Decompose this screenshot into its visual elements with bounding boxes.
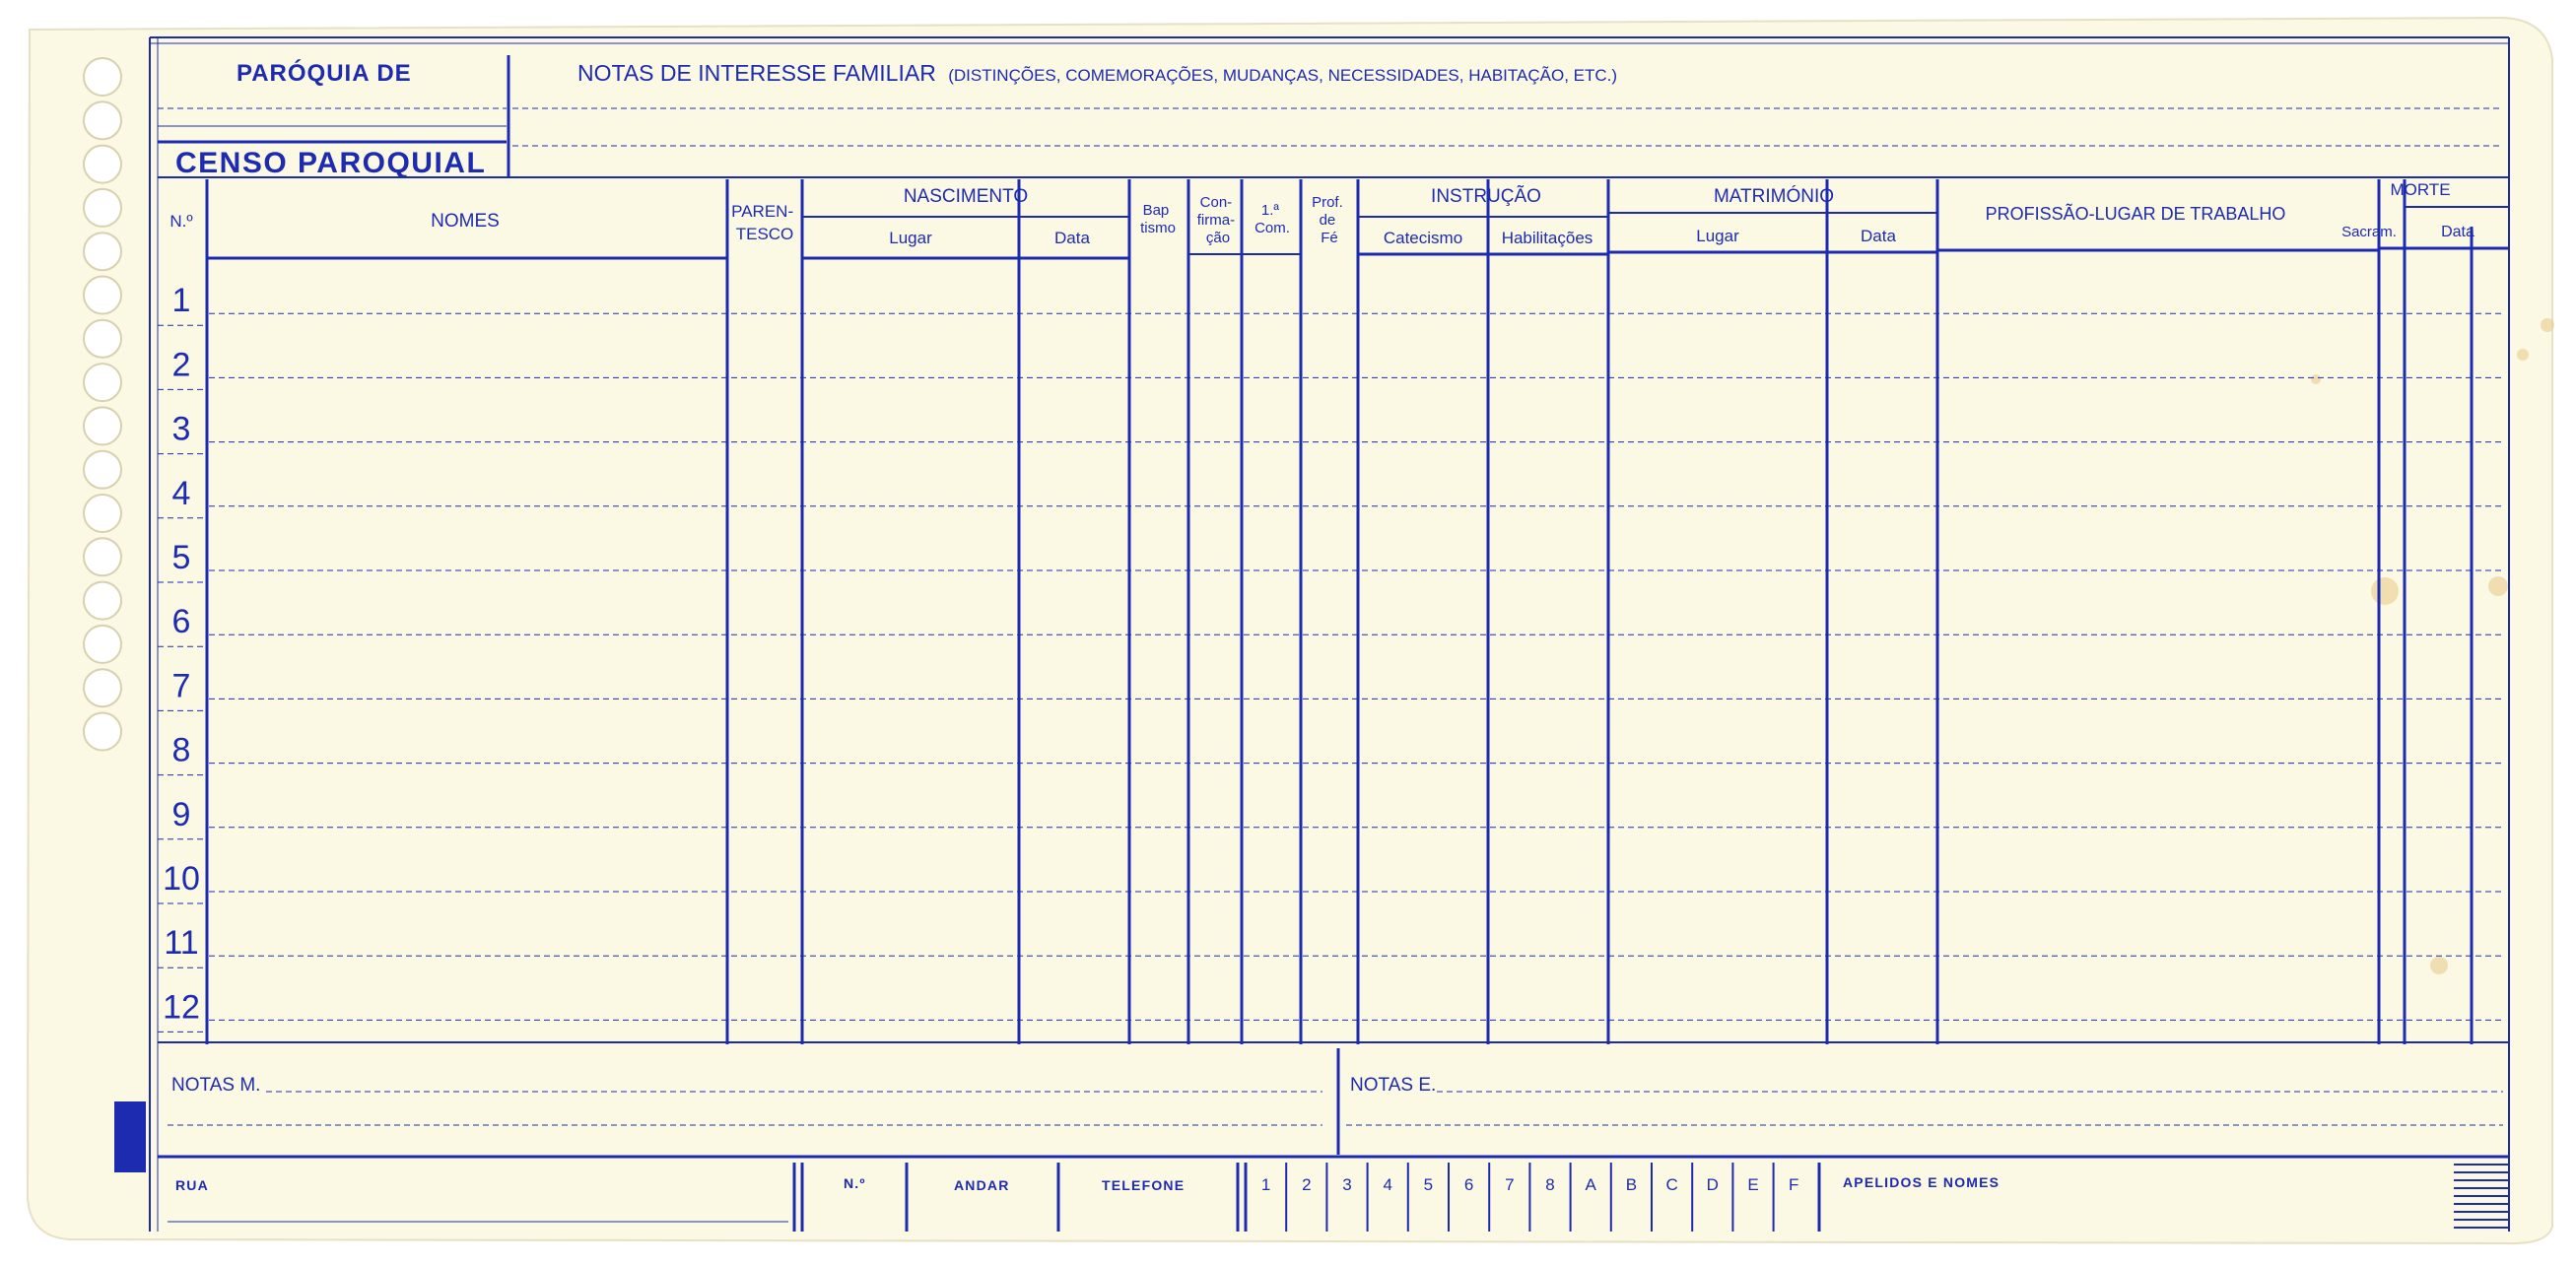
notes-title-sub: (DISTINÇÕES, COMEMORAÇÕES, MUDANÇAS, NECESSIDADES, HABITAÇÃO, ETC.) <box>948 66 1618 85</box>
row-number: 12 <box>163 988 200 1027</box>
index-tab-label: 5 <box>1423 1175 1434 1194</box>
row-number: 4 <box>171 474 191 512</box>
col-marriage: MATRIMÓNIO <box>1713 186 1835 207</box>
col-baptism-line: Bap <box>1142 202 1170 219</box>
punch-hole <box>84 713 121 751</box>
col-qualifications: Habilitações <box>1501 229 1593 247</box>
punch-hole <box>84 495 121 532</box>
col-marriage-date: Data <box>1861 227 1896 245</box>
col-marriage-place: Lugar <box>1696 227 1739 245</box>
punch-hole <box>84 58 121 96</box>
col-catechism: Catecismo <box>1383 229 1463 247</box>
census-label: CENSO PAROQUIAL <box>175 147 487 179</box>
row-number: 6 <box>171 603 191 641</box>
row-number: 1 <box>171 282 191 320</box>
punch-hole <box>84 582 121 620</box>
col-kinship-line: TESCO <box>735 225 794 243</box>
punch-hole <box>84 364 121 401</box>
footer-street: RUA <box>175 1177 209 1193</box>
col-baptism-line: tismo <box>1140 220 1176 236</box>
col-profession-of-faith-line: de <box>1319 212 1336 229</box>
index-tab-label: 8 <box>1545 1175 1555 1194</box>
col-birth-date: Data <box>1054 229 1090 247</box>
col-death-date: Data <box>2441 224 2474 240</box>
row-number: 11 <box>164 924 199 963</box>
col-confirmation-line: ção <box>1205 230 1231 246</box>
punch-hole <box>84 146 121 183</box>
blue-edge-notch <box>114 1101 146 1172</box>
notes-e-label: NOTAS E. <box>1350 1075 1437 1096</box>
col-birth-place: Lugar <box>889 229 932 247</box>
punch-hole <box>84 320 121 358</box>
punch-hole <box>84 626 121 663</box>
punch-hole <box>84 189 121 227</box>
col-death: MORTE <box>2390 180 2451 199</box>
col-first-communion-line: Com. <box>1254 220 1290 236</box>
index-tab-label: C <box>1665 1175 1678 1194</box>
row-number: 9 <box>171 795 191 833</box>
row-number: 8 <box>171 731 191 769</box>
col-confirmation-line: firma- <box>1196 212 1236 229</box>
punch-hole <box>84 538 121 575</box>
punch-hole <box>84 277 121 314</box>
col-instruction: INSTRUÇÃO <box>1431 186 1541 207</box>
col-profession-of-faith-line: Prof. <box>1312 194 1343 211</box>
col-profession-of-faith-line: Fé <box>1321 230 1338 246</box>
col-profession: PROFISSÃO-LUGAR DE TRABALHO <box>1985 204 2286 224</box>
index-tab-label: 6 <box>1463 1175 1474 1194</box>
index-tab-label: 2 <box>1302 1175 1312 1194</box>
col-death-sacrament: Sacram. <box>2341 224 2397 240</box>
notes-title-main: NOTAS DE INTERESSE FAMILIAR <box>577 60 936 86</box>
index-tab-label: 4 <box>1383 1175 1392 1194</box>
notes-m-label: NOTAS M. <box>171 1075 261 1096</box>
index-tab-label: 3 <box>1342 1175 1352 1194</box>
row-number: 7 <box>171 667 191 705</box>
footer-number: N.º <box>844 1175 866 1191</box>
col-number: N.º <box>169 212 193 231</box>
punch-hole <box>84 451 121 489</box>
parish-label: PARÓQUIA DE <box>237 60 412 87</box>
index-tab-label: D <box>1706 1175 1719 1194</box>
footer-phone: TELEFONE <box>1102 1177 1186 1193</box>
col-first-communion-line: 1.ª <box>1260 202 1279 219</box>
index-tab-label: A <box>1585 1175 1596 1194</box>
index-tab-label: 1 <box>1260 1175 1271 1194</box>
index-tab-label: F <box>1789 1175 1799 1194</box>
index-tab-label: B <box>1625 1175 1638 1194</box>
row-number: 5 <box>171 539 191 576</box>
punch-hole <box>84 669 121 706</box>
footer-floor: ANDAR <box>954 1177 1010 1193</box>
col-confirmation-line: Con- <box>1199 194 1233 211</box>
col-kinship-line: PAREN- <box>731 202 794 221</box>
col-baptism <box>1140 202 1176 236</box>
card-paper <box>28 18 2552 1243</box>
index-tab-label: E <box>1747 1175 1759 1194</box>
row-number: 2 <box>171 346 191 384</box>
row-number: 10 <box>163 860 200 898</box>
index-tab-label: 7 <box>1505 1175 1515 1194</box>
col-birth: NASCIMENTO <box>903 186 1029 207</box>
col-names: NOMES <box>431 211 500 232</box>
punch-hole <box>84 407 121 444</box>
footer-surnames: APELIDOS E NOMES <box>1843 1174 2000 1190</box>
row-number: 3 <box>171 410 191 448</box>
punch-hole <box>84 101 121 139</box>
punch-hole <box>84 233 121 270</box>
